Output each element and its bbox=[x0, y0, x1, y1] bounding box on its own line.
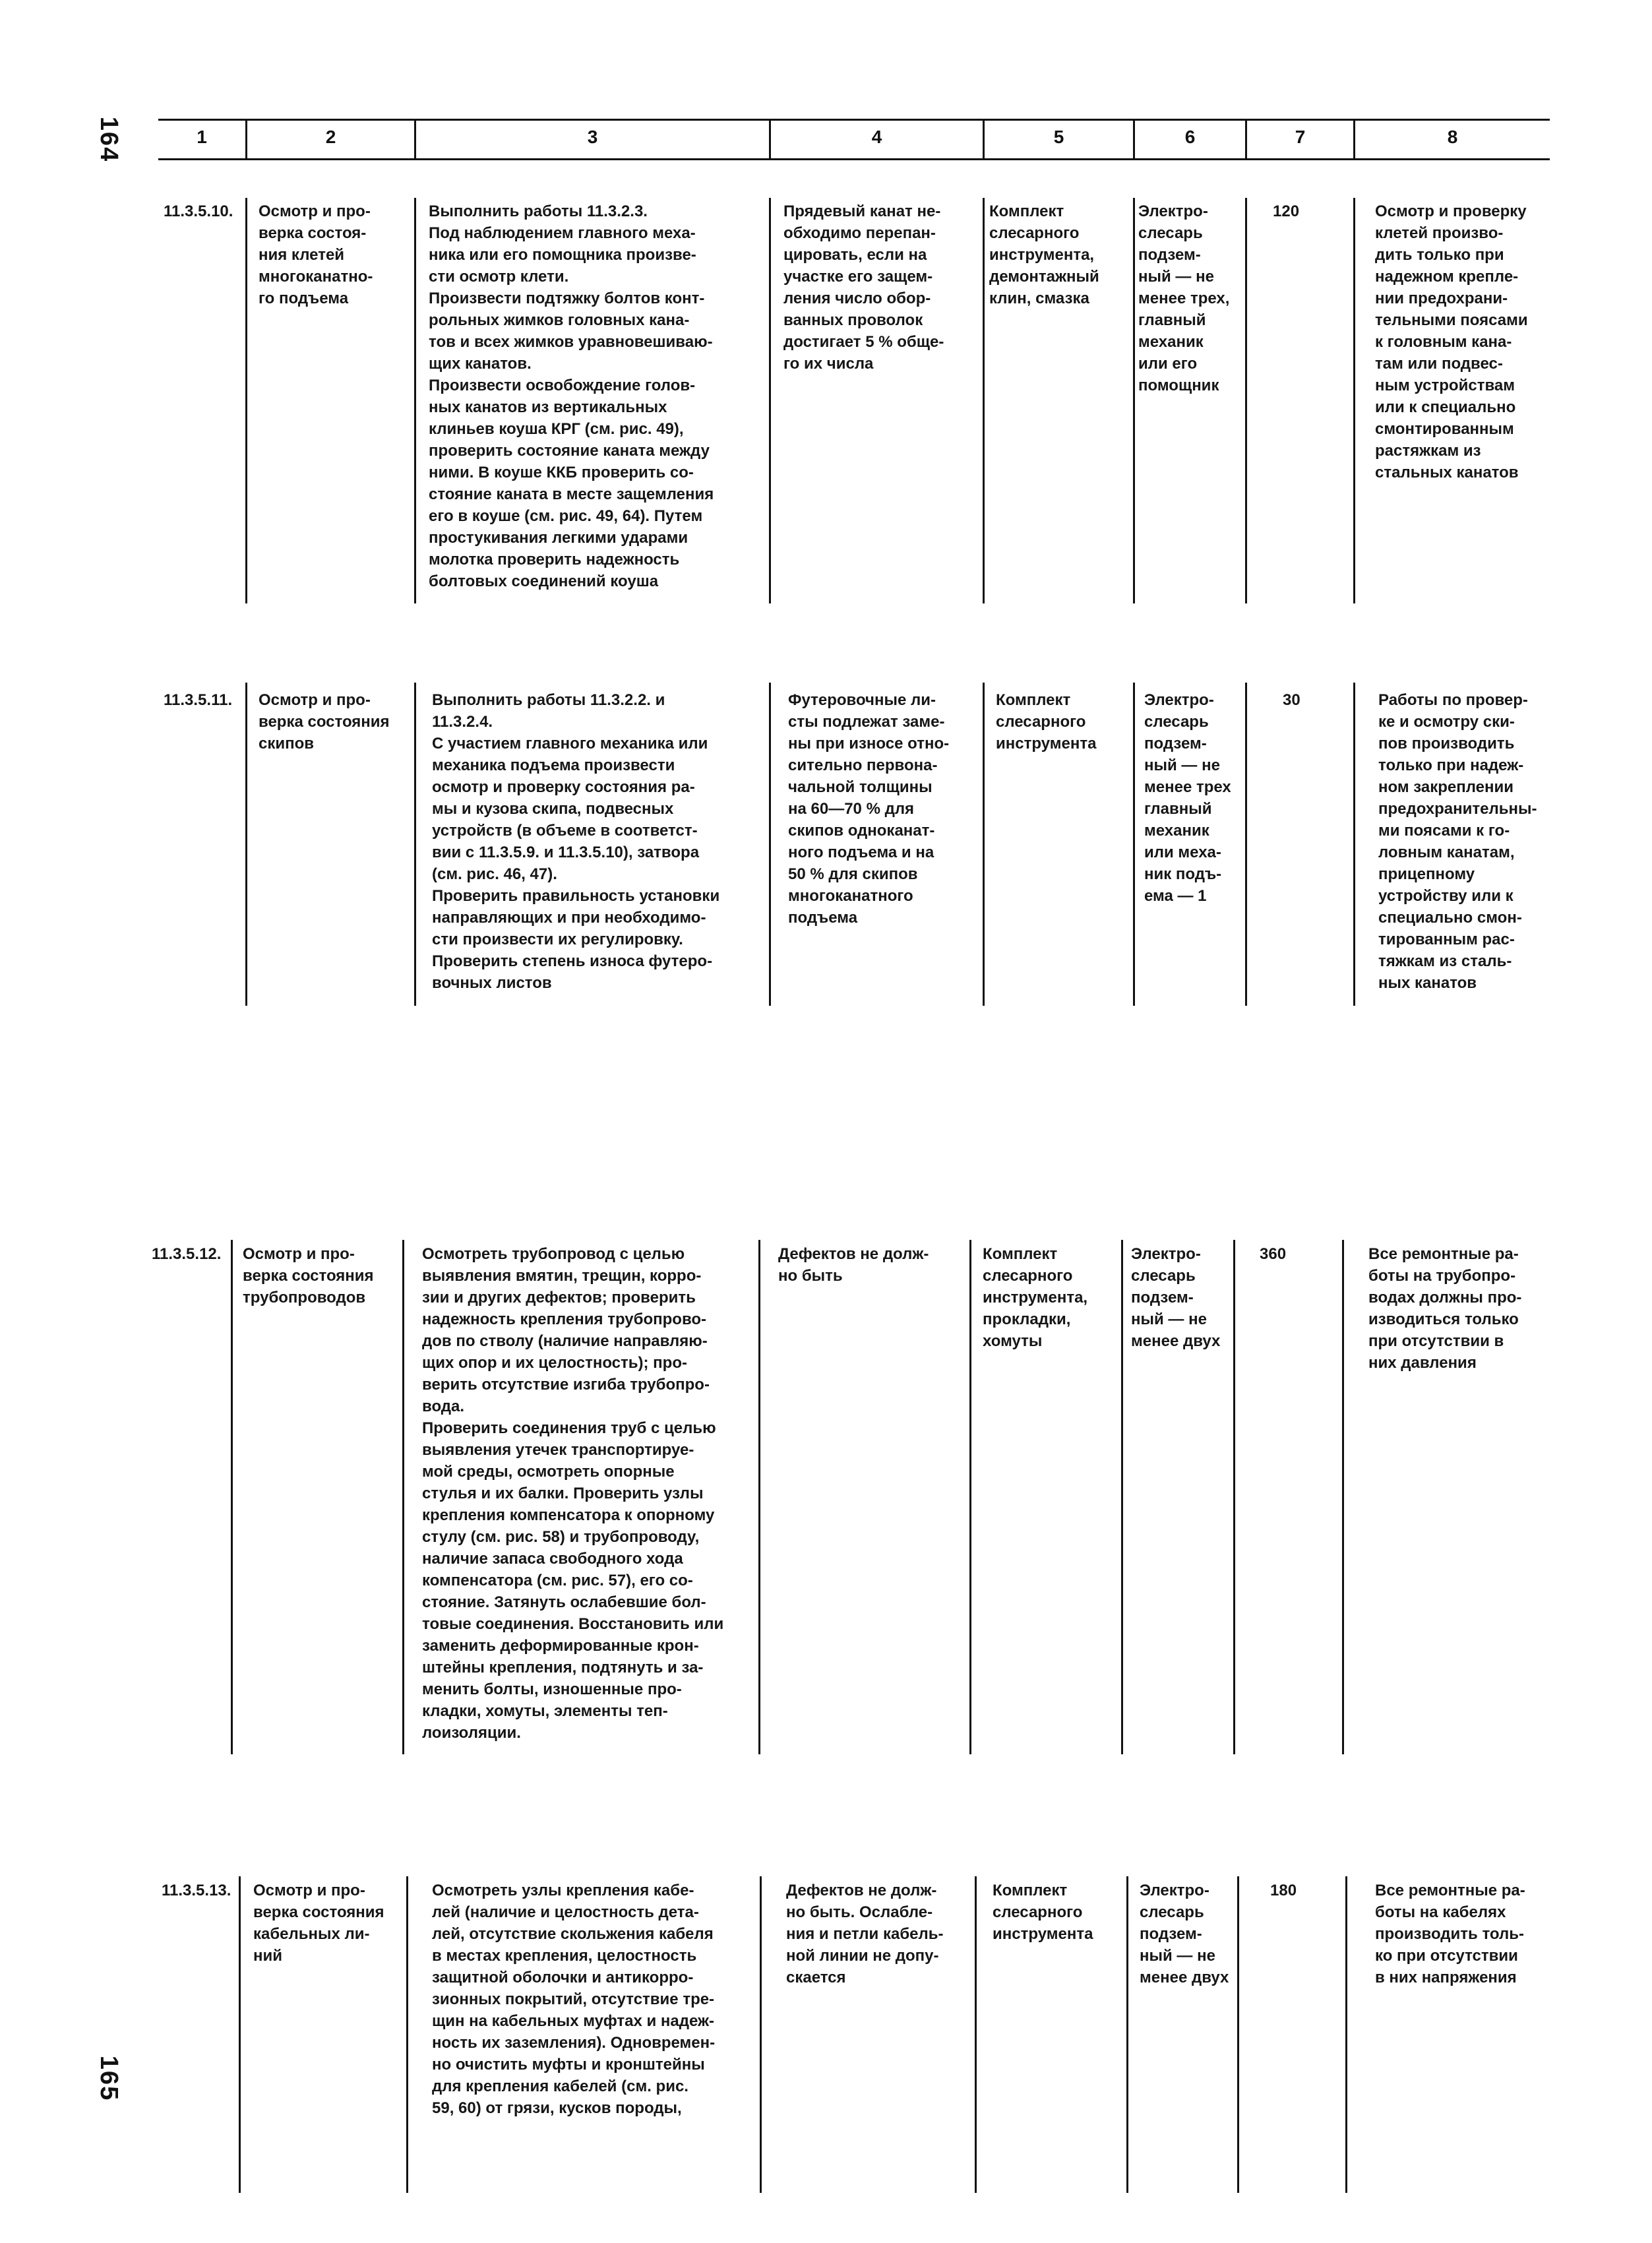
row2-staff: Электро- слесарь подзем- ный — не менее трех главный механик или меха- ник подъ- ема — 1 bbox=[1144, 691, 1231, 905]
row1-works: Выполнить работы 11.3.2.3. Под наблюдением главного меха- ника или его помощника произве- сти осмотр клети. Произвести подтяжку болтов конт- рольных жимков головных кана- тов и всех жимков уравновешиваю- щих канатов. Произвести освобождение голов- ных канатов из вертикальных клиньев коуша КРГ (см. рис. 49), проверить состояние каната между ними. В коуше ККБ проверить со- стояние каната в месте защемления его в коуше (см. рис. 49, 64). Путем простукивания легкими ударами молотка проверить надежность болтовых соединений коуша bbox=[429, 202, 714, 590]
column-header-4: 4 bbox=[871, 127, 882, 147]
row3-name: Осмотр и про- верка состояния трубопроводов bbox=[243, 1245, 374, 1306]
header-top-rule bbox=[158, 119, 1550, 121]
row4-name: Осмотр и про- верка состояния кабельных ли- ний bbox=[253, 1882, 384, 1965]
row4-notes: Все ремонтные ра- боты на кабелях производить толь- ко при отсутствии в них напряжения bbox=[1375, 1882, 1525, 1986]
column-header-6: 6 bbox=[1184, 127, 1196, 147]
row1-tools: Комплект слесарного инструмента, демонтажный клин, смазка bbox=[989, 202, 1099, 307]
column-header-7: 7 bbox=[1295, 127, 1306, 147]
row1-sep bbox=[1133, 198, 1135, 603]
row4-staff: Электро- слесарь подзем- ный — не менее двух bbox=[1140, 1882, 1229, 1986]
row3-sep bbox=[402, 1240, 404, 1754]
page-number-bottom: 165 bbox=[95, 2055, 123, 2102]
row1-sep bbox=[769, 198, 771, 603]
row2-tools: Комплект слесарного инструмента bbox=[996, 691, 1097, 753]
row3-sep bbox=[1233, 1240, 1235, 1754]
row2-notes: Работы по провер- ке и осмотру ски- пов производить только при надеж- ном закреплении предохранительны- ми поясами к го- ловным канатам, прицепному устройству или к специально смон- тированным рас- тяжкам из сталь- ных канатов bbox=[1378, 691, 1537, 992]
row3-works: Осмотреть трубопровод с целью выявления вмятин, трещин, корро- зии и других дефектов; проверить надежность крепления трубопрово- дов по стволу (наличие направляю- щих опор и их целостность); про- верить отсутствие изгиба трубопро- вода. Проверить соединения труб с целью выявления утечек транспортируе- мой среды, осмотреть опорные стулья и их балки. Проверить узлы крепления компенсатора к опорному стулу (см. рис. 58) и трубопроводу, наличие запаса свободного хода компенсатора (см. рис. 57), его со- стояние. Затянуть ослабевшие бол- товые соединения. Восстановить или заменить деформированные крон- штейны крепления, подтянуть и за- менить болты, изношенные про- кладки, хомуты, элементы теп- лоизоляции. bbox=[422, 1245, 724, 1742]
row3-staff: Электро- слесарь подзем- ный — не менее двух bbox=[1131, 1245, 1221, 1350]
row3-requirements: Дефектов не долж- но быть bbox=[778, 1245, 929, 1285]
row2-works: Выполнить работы 11.3.2.2. и 11.3.2.4. С участием главного механика или механика подъема произвести осмотр и проверку состояния ра- мы и кузова скипа, подвесных устройств (в объеме в соответст- вии с 11.3.5.9. и 11.3.5.10), затвора (см. рис. 46, 47). Проверить правильность установки направляющих и при необходимо- сти произвести их регулировку. Проверить степень износа футеро- вочных листов bbox=[432, 691, 720, 992]
column-header-8: 8 bbox=[1447, 127, 1458, 147]
row1-name: Осмотр и про- верка состоя- ния клетей многоканатно- го подъема bbox=[259, 202, 373, 307]
row4-number: 11.3.5.13. bbox=[162, 1882, 231, 1899]
row3-sep bbox=[1121, 1240, 1123, 1754]
row1-requirements: Прядевый канат не- обходимо перепан- цировать, если на участке его защем- ления число обор- ванных проволок достигает 5 % обще- го их числа bbox=[783, 202, 944, 373]
row4-tools: Комплект слесарного инструмента bbox=[993, 1882, 1093, 1943]
row4-time: 180 bbox=[1270, 1882, 1297, 1899]
row4-sep bbox=[975, 1876, 977, 2193]
row3-sep bbox=[1342, 1240, 1344, 1754]
column-header-5: 5 bbox=[1053, 127, 1064, 147]
row1-sep bbox=[245, 198, 247, 603]
row2-sep bbox=[983, 683, 985, 1006]
row4-works: Осмотреть узлы крепления кабе- лей (наличие и целостность дета- лей, отсутствие скольжения кабеля в местах крепления, целостность защитной оболочки и антикорро- зионных покрытий, отсутствие тре- щин на кабельных муфтах и надеж- ность их заземления). Одновремен- но очистить муфты и кронштейны для крепления кабелей (см. рис. 59, 60) от грязи, кусков породы, bbox=[432, 1882, 716, 2117]
row1-time: 120 bbox=[1273, 202, 1300, 220]
row1-sep bbox=[983, 198, 985, 603]
row4-sep bbox=[239, 1876, 241, 2193]
row3-sep bbox=[231, 1240, 233, 1754]
row1-number: 11.3.5.10. bbox=[164, 202, 233, 220]
row2-sep bbox=[769, 683, 771, 1006]
row1-notes: Осмотр и проверку клетей произво- дить только при надежном крепле- нии предохрани- тельными поясами к головным кана- там или подвес- ным устройствам или к специально смонтированным растяжкам из стальных канатов bbox=[1375, 202, 1528, 481]
row1-sep bbox=[1245, 198, 1247, 603]
row4-requirements: Дефектов не долж- но быть. Ослабле- ния и петли кабель- ной линии не допу- скается bbox=[786, 1882, 944, 1986]
row1-sep bbox=[1353, 198, 1355, 603]
row3-time: 360 bbox=[1260, 1245, 1287, 1263]
column-header-3: 3 bbox=[587, 127, 598, 147]
row2-name: Осмотр и про- верка состояния скипов bbox=[259, 691, 390, 753]
row3-sep bbox=[969, 1240, 971, 1754]
row2-time: 30 bbox=[1283, 691, 1300, 709]
row4-sep bbox=[1237, 1876, 1239, 2193]
row3-number: 11.3.5.12. bbox=[152, 1245, 222, 1263]
row2-sep bbox=[245, 683, 247, 1006]
row2-sep bbox=[1245, 683, 1247, 1006]
row4-sep bbox=[1126, 1876, 1128, 2193]
row4-sep bbox=[1345, 1876, 1347, 2193]
row2-sep bbox=[1133, 683, 1135, 1006]
row4-sep bbox=[406, 1876, 408, 2193]
row1-sep bbox=[414, 198, 416, 603]
column-header-2: 2 bbox=[325, 127, 336, 147]
row3-tools: Комплект слесарного инструмента, прокладки, хомуты bbox=[983, 1245, 1088, 1350]
header-bottom-rule bbox=[158, 158, 1550, 160]
page-number-top: 164 bbox=[95, 116, 123, 163]
row1-staff: Электро- слесарь подзем- ный — не менее трех, главный механик или его помощник bbox=[1138, 202, 1230, 394]
row2-sep bbox=[1353, 683, 1355, 1006]
row2-sep bbox=[414, 683, 416, 1006]
row2-number: 11.3.5.11. bbox=[164, 691, 233, 709]
row3-notes: Все ремонтные ра- боты на трубопро- водах должны про- изводиться только при отсутствии в них давления bbox=[1368, 1245, 1522, 1372]
column-header-1: 1 bbox=[197, 127, 207, 147]
row2-requirements: Футеровочные ли- сты подлежат заме- ны при износе отно- сительно первона- чальной толщины на 60—70 % для скипов одноканат- ного подъема и на 50 % для скипов многоканатного подъема bbox=[788, 691, 950, 927]
